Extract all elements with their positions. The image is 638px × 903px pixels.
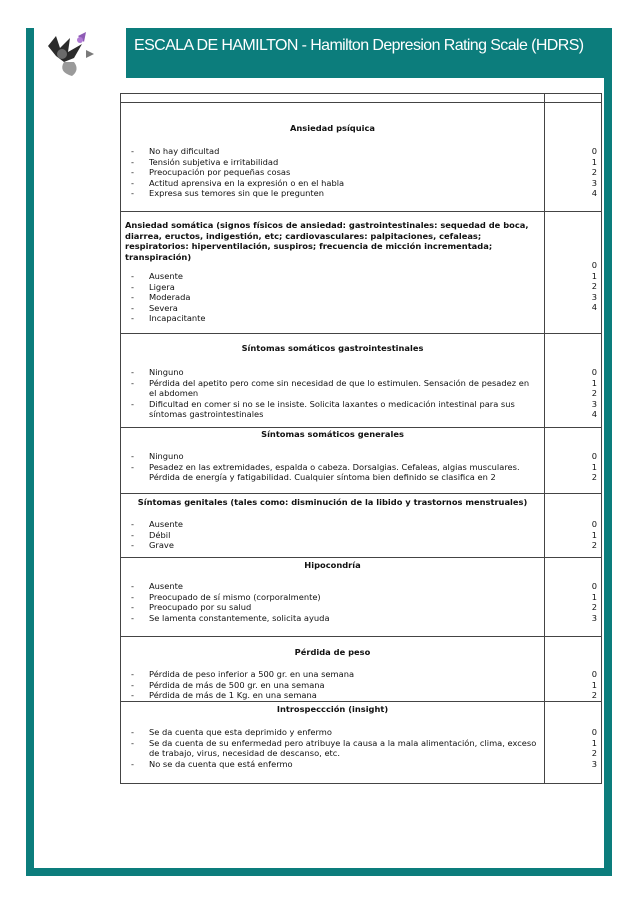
- list-item: - Ligera: [131, 281, 175, 292]
- list-item: - Pérdida de peso inferior a 500 gr. en una semana: [131, 669, 355, 679]
- list-item: - Preocupación por pequeñas cosas: [131, 167, 291, 178]
- section-title: Introspeccción (insight): [276, 704, 389, 714]
- score-column: 0 1 2: [591, 451, 597, 483]
- score-column: 0 1 2 3 4: [591, 260, 597, 313]
- list-item: - Ausente: [131, 519, 183, 529]
- list-item: - Se lamenta constantemente, solicita ayuda: [131, 612, 330, 623]
- section-genitales: [120, 494, 602, 558]
- score-column: 0 1 2: [591, 669, 597, 701]
- section-hipocondria: [120, 558, 602, 637]
- list-item: - Severa: [131, 302, 178, 313]
- score-column: 0 1 2 3: [591, 581, 597, 623]
- section-title: Síntomas genitales (tales como: disminución de la libido y trastornos menstruales): [137, 497, 528, 507]
- section-insight: [120, 702, 602, 784]
- logo: [34, 28, 126, 78]
- section-somaticos-generales: [120, 428, 602, 494]
- list-item: - Se da cuenta de su enfermedad pero atribuye la causa a la mala alimentación, clima, exceso de trabajo, virus, necesidad de descanso, etc.: [131, 737, 537, 759]
- list-item: - Pesadez en las extremidades, espalda o cabeza. Dorsalgias. Cefaleas, algias musculares. Pérdida de energía y fatigabilidad. Cualquier síntoma bien definido se clasifica en 2: [131, 461, 520, 483]
- list-item: - No se da cuenta que está enfermo: [131, 758, 293, 769]
- list-item: - Pérdida del apetito pero come sin necesidad de que lo estimulen. Sensación de pesadez en el abdomen: [131, 377, 530, 399]
- list-item: - No hay dificultad: [131, 146, 220, 156]
- section-ansiedad-psiquica: [120, 103, 602, 212]
- section-title: Síntomas somáticos gastrointestinales: [241, 343, 424, 353]
- section-title: Síntomas somáticos generales: [261, 429, 404, 439]
- section-title: Ansiedad psíquica: [289, 123, 376, 133]
- list-item: - Actitud aprensiva en la expresión o en el habla: [131, 177, 345, 188]
- page-title: ESCALA DE HAMILTON - Hamilton Depresion Rating Scale (HDRS): [134, 37, 584, 54]
- list-item: - Moderada: [131, 292, 191, 303]
- frame-bottom-border: [26, 868, 612, 876]
- list-item: - Grave: [131, 540, 174, 551]
- list-item: - Ausente: [131, 271, 183, 281]
- list-item: - Ausente: [131, 581, 183, 591]
- list-item: - Se da cuenta que esta deprimido y enfermo: [131, 727, 332, 737]
- section-title: Ansiedad somática (signos físicos de ansiedad: gastrointestinales: sequedad de boca, diarrea, eructos, indigestión, etc; cardiovasculares: palpitaciones, cefaleas; respiratorios: hiperventilación, suspiros; frecuencia de micción incrementada; transpiración): [125, 220, 529, 262]
- table-header-row: [120, 93, 602, 103]
- flower-logo-icon: [34, 28, 126, 78]
- list-item: - Dificultad en comer si no se le insiste. Solicita laxantes o medicación intestinal para sus síntomas gastrointestinales: [131, 398, 515, 420]
- section-ansiedad-somatica: [120, 212, 602, 334]
- frame-right-border: [604, 28, 612, 876]
- list-item: - Ninguno: [131, 451, 184, 461]
- list-item: - Preocupado de sí mismo (corporalmente): [131, 591, 321, 602]
- score-column: 0 1 2 3 4: [591, 146, 597, 199]
- list-item: - Pérdida de más de 1 Kg. en una semana: [131, 690, 317, 701]
- list-item: - Incapacitante: [131, 313, 206, 324]
- list-item: - Preocupado por su salud: [131, 602, 252, 613]
- section-title: Pérdida de peso: [294, 647, 371, 657]
- list-item: - Expresa sus temores sin que le pregunten: [131, 188, 324, 199]
- frame-left-border: [26, 28, 34, 876]
- score-column: 0 1 2 3 4: [591, 367, 597, 420]
- list-item: - Tensión subjetiva e irritabilidad: [131, 156, 279, 167]
- list-item: - Ninguno: [131, 367, 184, 377]
- scale-table: [120, 93, 602, 784]
- score-column: 0 1 2: [591, 519, 597, 551]
- header-banner: [26, 28, 612, 78]
- section-gastrointestinales: [120, 334, 602, 428]
- list-item: - Pérdida de más de 500 gr. en una semana: [131, 679, 325, 690]
- section-title: Hipocondría: [304, 560, 361, 570]
- list-item: - Débil: [131, 529, 171, 540]
- section-perdida-peso: [120, 637, 602, 702]
- score-column: 0 1 2 3: [591, 727, 597, 769]
